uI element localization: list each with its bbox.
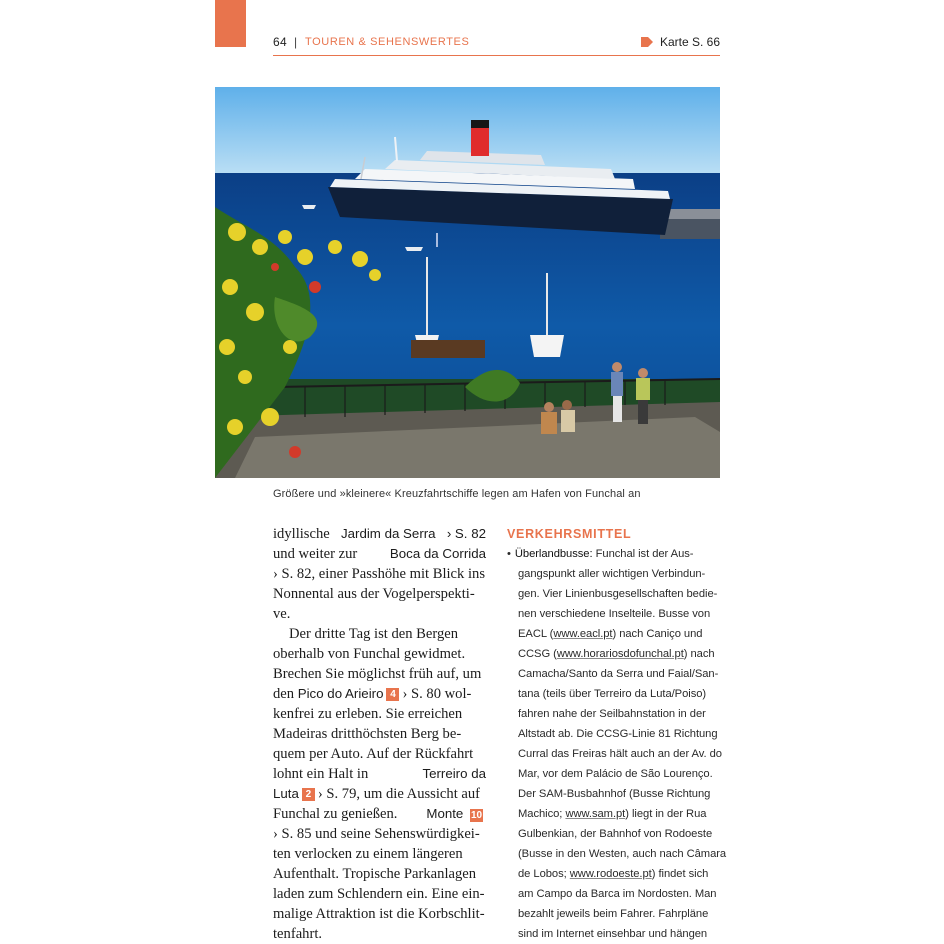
info-term: Überlandbusse: — [514, 548, 593, 560]
website-link[interactable]: www.rodoeste.pt — [569, 868, 652, 880]
page-header — [273, 34, 720, 56]
text-line: Der dritte Tag ist den Bergen — [289, 626, 459, 642]
text-line: Madeiras dritthöchsten Berg be- — [273, 726, 462, 742]
info-line: am Campo da Barca im Nordosten. Man — [518, 888, 717, 900]
text-line — [273, 544, 486, 564]
text-fragment: ) nach — [683, 648, 715, 660]
main-text-column — [273, 524, 486, 944]
text-line: › S. 85 und seine Sehenswürdigkei- — [273, 826, 480, 842]
info-line: gangspunkt aller wichtigen Verbindun- — [518, 568, 706, 580]
text-fragment: Funchal ist der Aus- — [595, 548, 694, 560]
map-reference[interactable] — [641, 35, 720, 49]
info-line: fahren nahe der Seilbahnstation in der — [518, 708, 706, 720]
text-fragment: ) nach Caniço und — [612, 628, 703, 640]
info-line: Altstadt ab. Die CCSG-Linie 81 Richtung — [518, 728, 718, 740]
text-line — [273, 524, 486, 544]
text-line — [273, 684, 486, 704]
info-line: tana (teils über Terreiro da Luta/Poiso) — [518, 688, 707, 700]
text-line: ve. — [273, 606, 291, 622]
website-link[interactable]: www.eacl.pt — [553, 628, 613, 640]
info-line: sind im Internet einsehbar und hängen — [518, 928, 708, 940]
info-line: nen verschiedene Inselteile. Busse von — [518, 608, 711, 620]
map-number-badge: 10 — [470, 810, 483, 821]
map-number-badge: 2 — [302, 788, 315, 801]
text-line — [273, 784, 486, 804]
place-name-link[interactable]: Boca da Corrida — [389, 546, 486, 561]
place-name-link[interactable]: Terreiro da — [422, 766, 486, 781]
info-heading: VERKEHRSMITTEL — [507, 527, 632, 541]
website-link[interactable]: www.sam.pt — [565, 808, 626, 820]
text-fragment: ) liegt in der Rua — [625, 808, 707, 820]
info-line: Camacha/Santo da Serra und Faial/San- — [518, 668, 719, 680]
text-fragment: ) findet sich — [651, 868, 709, 880]
text-line: oberhalb von Funchal gewidmet. — [273, 646, 466, 662]
map-reference-label: Karte S. 66 — [659, 35, 720, 49]
place-name-link[interactable]: Pico do Arieiro — [297, 686, 384, 701]
text-fragment: Machico; — [518, 808, 566, 820]
text-fragment: idyllische — [273, 526, 330, 542]
info-line — [507, 624, 720, 644]
text-line: Nonnental aus der Vogelperspekti- — [273, 586, 475, 602]
page-reference: › S. 80 wol- — [402, 686, 472, 702]
page-corner-tab — [215, 0, 246, 47]
text-fragment: lohnt ein Halt in — [273, 766, 369, 782]
bullet-icon: • — [507, 548, 511, 560]
text-fragment: › S. 79, um die Aussicht auf — [317, 786, 481, 802]
page-number: 64 — [273, 35, 287, 49]
text-fragment: den — [273, 686, 295, 702]
section-title: TOUREN & SEHENSWERTES — [305, 36, 470, 48]
info-line: gen. Vier Linienbusgesellschaften bedie- — [518, 588, 718, 600]
text-fragment: CCSG ( — [518, 648, 557, 660]
text-line: malige Attraktion ist die Korbschlit- — [273, 906, 485, 922]
info-box-column — [507, 524, 727, 944]
map-number-badge: 4 — [386, 688, 399, 701]
info-line: Der SAM-Busbahnhof (Busse Richtung — [518, 788, 711, 800]
text-fragment: de Lobos; — [518, 868, 570, 880]
place-name-link[interactable]: Luta — [273, 786, 299, 801]
info-line: Gulbenkian, der Bahnhof von Rodoeste — [518, 828, 713, 840]
place-name-link[interactable]: Jardim da Serra — [340, 526, 436, 541]
text-line — [273, 764, 486, 784]
text-line: Aufenthalt. Tropische Parkanlagen — [273, 866, 477, 882]
text-line: tenfahrt. — [273, 926, 323, 942]
info-line — [507, 804, 720, 824]
text-line: › S. 82, einer Passhöhe mit Blick ins — [273, 566, 486, 582]
info-line: bezahlt jeweils beim Fahrer. Fahrpläne — [518, 908, 709, 920]
text-line: quem per Auto. Auf der Rückfahrt — [273, 746, 474, 762]
text-fragment: und weiter zur — [273, 546, 358, 562]
text-line: laden zum Schlendern ein. Eine ein- — [273, 886, 485, 902]
info-line — [507, 644, 720, 664]
text-line — [273, 804, 486, 824]
info-line: Curral das Freiras hält auch an der Av. do — [518, 748, 722, 760]
harbour-photo — [215, 87, 720, 478]
page-reference: › S. 82 — [446, 526, 486, 541]
place-name-link[interactable]: Monte — [426, 806, 464, 821]
info-line — [507, 544, 720, 564]
text-fragment: EACL ( — [518, 628, 554, 640]
info-line: (Busse in den Westen, auch nach Câmara — [518, 848, 727, 860]
text-line: Brechen Sie möglichst früh auf, um — [273, 666, 482, 682]
info-line: Mar, vor dem Palácio de São Lourenço. — [518, 768, 713, 780]
website-link[interactable]: www.horariosdofunchal.pt — [556, 648, 684, 660]
text-line: ten verlocken zu einem längeren — [273, 846, 463, 862]
arrow-tag-icon — [641, 37, 653, 47]
text-line: kenfrei zu erleben. Sie erreichen — [273, 706, 463, 722]
photo-caption: Größere und »kleinere« Kreuzfahrtschiffe legen am Hafen von Funchal an — [273, 488, 641, 500]
header-separator: | — [294, 35, 298, 49]
text-fragment: Funchal zu genießen. — [273, 806, 398, 822]
info-line — [507, 864, 720, 884]
